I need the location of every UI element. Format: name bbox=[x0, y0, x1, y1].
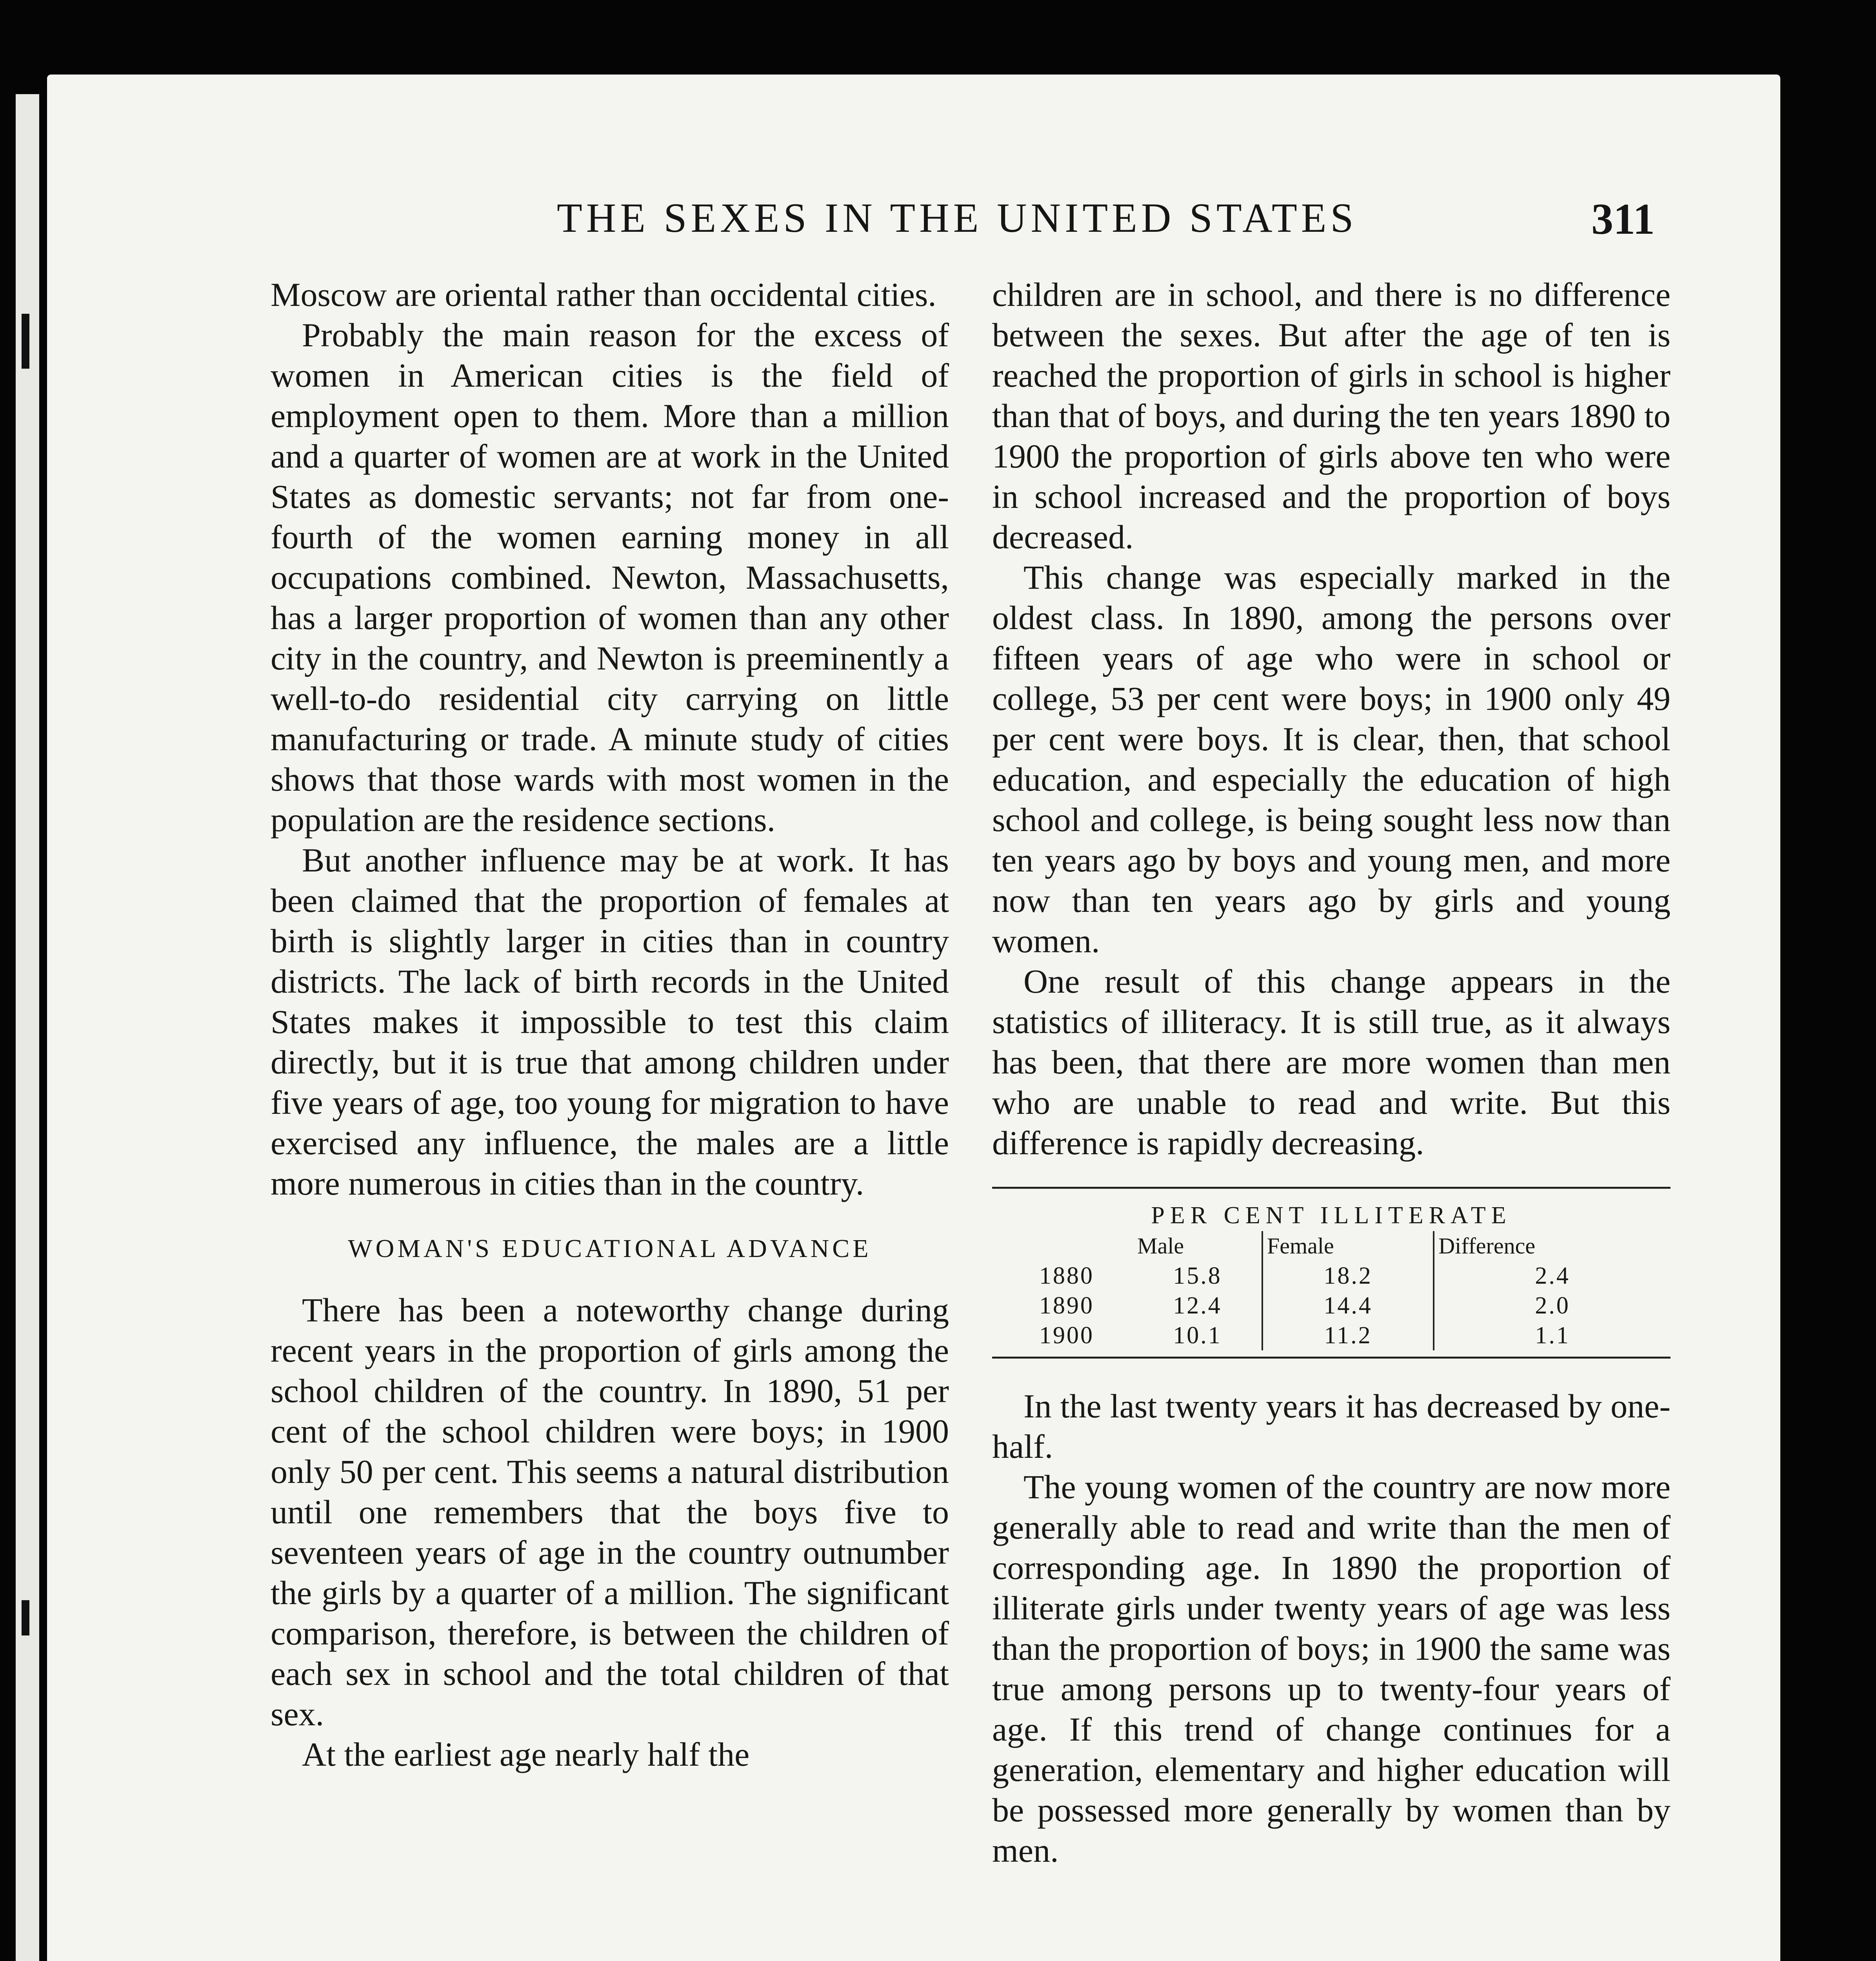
table-row bbox=[992, 1291, 1671, 1321]
paragraph: One result of this change appears in the statistics of illiteracy. It is still true, as it always has been, that there are more women than men who are unable to read and write. But this difference is rapidly decreasing. bbox=[992, 962, 1671, 1162]
paragraph: There has been a noteworthy change during recent years in the proportion of girls among the school children of the country. In 1890, 51 per cent of the school children were boys; in 1900 only 50 per cent. This seems a natural distribution until one remembers that the boys five to seventeen years of age in the country outnumber the girls by a quarter of a million. The significant comparison, therefore, is between the children of each sex in school and the total children of that sex. bbox=[271, 1291, 949, 1733]
paragraph: In the last twenty years it has decreased by one-half. bbox=[992, 1387, 1671, 1465]
table-cell: 15.8 bbox=[1173, 1262, 1222, 1289]
paragraph: This change was especially marked in the oldest class. In 1890, among the persons over fifteen years of age who were in school or college, 53 per cent were boys; in 1900 only 49 per cent were boys. It is clear, then, that school education, and especially the education of high school and college, is being sought less now than ten years ago by boys and young men, and more now than ten years ago by girls and young women. bbox=[992, 558, 1671, 960]
page-number: 311 bbox=[1591, 195, 1655, 244]
table-row bbox=[992, 1261, 1671, 1291]
table-cell: 1.1 bbox=[1434, 1321, 1671, 1350]
table-row bbox=[992, 1321, 1671, 1350]
section-subheading: WOMAN'S EDUCATIONAL ADVANCE bbox=[348, 1234, 872, 1263]
table-header-row bbox=[992, 1231, 1671, 1261]
column-header: Difference bbox=[1434, 1231, 1671, 1261]
paragraph: Probably the main reason for the excess of women in American cities is the field of employment open to them. More than a million and a quarter of women are at work in the United States as domestic servants; not far from one-fourth of the women earning money in all occupations combined. Newton, Massachusetts, has a larger proportion of women than any other city in the country, and Newton is preeminently a well-to-do residential city carrying on little manufacturing or trade. A minute study of cities shows that those wards with most women in the population are the residence sections. bbox=[271, 316, 949, 839]
illiteracy-table bbox=[992, 1187, 1671, 1359]
table-cell: 1890 bbox=[1039, 1292, 1094, 1319]
table-cell: 10.1 bbox=[1173, 1322, 1222, 1349]
right-column bbox=[992, 275, 1671, 1871]
paragraph: children are in school, and there is no difference between the sexes. But after the age of ten is reached the proportion of girls in school is higher than that of boys, and during the ten years 1890 to 1900 the proportion of girls above ten who were in school increased and the proportion of boys decreased. bbox=[992, 276, 1671, 556]
column-header: Female bbox=[1262, 1231, 1434, 1261]
paragraph: Moscow are oriental rather than occidental cities. bbox=[271, 276, 936, 313]
table-cell: 2.0 bbox=[1434, 1291, 1671, 1321]
table-cell: 1900 bbox=[1039, 1322, 1094, 1349]
table-cell: 14.4 bbox=[1262, 1291, 1434, 1321]
column-header bbox=[992, 1231, 1133, 1261]
adjacent-page-edge bbox=[16, 94, 39, 1961]
paragraph: But another influence may be at work. It has been claimed that the proportion of females at birth is slightly larger in cities than in country districts. The lack of birth records in the United States makes it impossible to test this claim directly, but it is true that among children under five years of age, too young for migration to have exercised any influence, the males are a little more numerous in cities than in the country. bbox=[271, 841, 949, 1202]
left-column bbox=[271, 275, 949, 1775]
table-cell: 1880 bbox=[1039, 1262, 1094, 1289]
binding-mark bbox=[22, 314, 29, 369]
binding-mark bbox=[22, 1600, 29, 1635]
paragraph: The young women of the country are now more generally able to read and write than the men of corresponding age. In 1890 the proportion of illiterate girls under twenty years of age was less than the proportion of boys; in 1900 the same was true among persons up to twenty-four years of age. If this trend of change continues for a generation, elementary and higher education will be possessed more generally by women than by men. bbox=[992, 1468, 1671, 1869]
page-header bbox=[557, 194, 1655, 245]
table-cell: 11.2 bbox=[1262, 1321, 1434, 1350]
running-title: THE SEXES IN THE UNITED STATES bbox=[557, 195, 1358, 241]
column-header: Male bbox=[1137, 1233, 1184, 1259]
table-title: PER CENT ILLITERATE bbox=[1151, 1202, 1512, 1229]
paragraph: At the earliest age nearly half the bbox=[302, 1735, 750, 1773]
table-cell: 2.4 bbox=[1434, 1261, 1671, 1291]
table-cell: 18.2 bbox=[1262, 1261, 1434, 1291]
table-cell: 12.4 bbox=[1173, 1292, 1222, 1319]
